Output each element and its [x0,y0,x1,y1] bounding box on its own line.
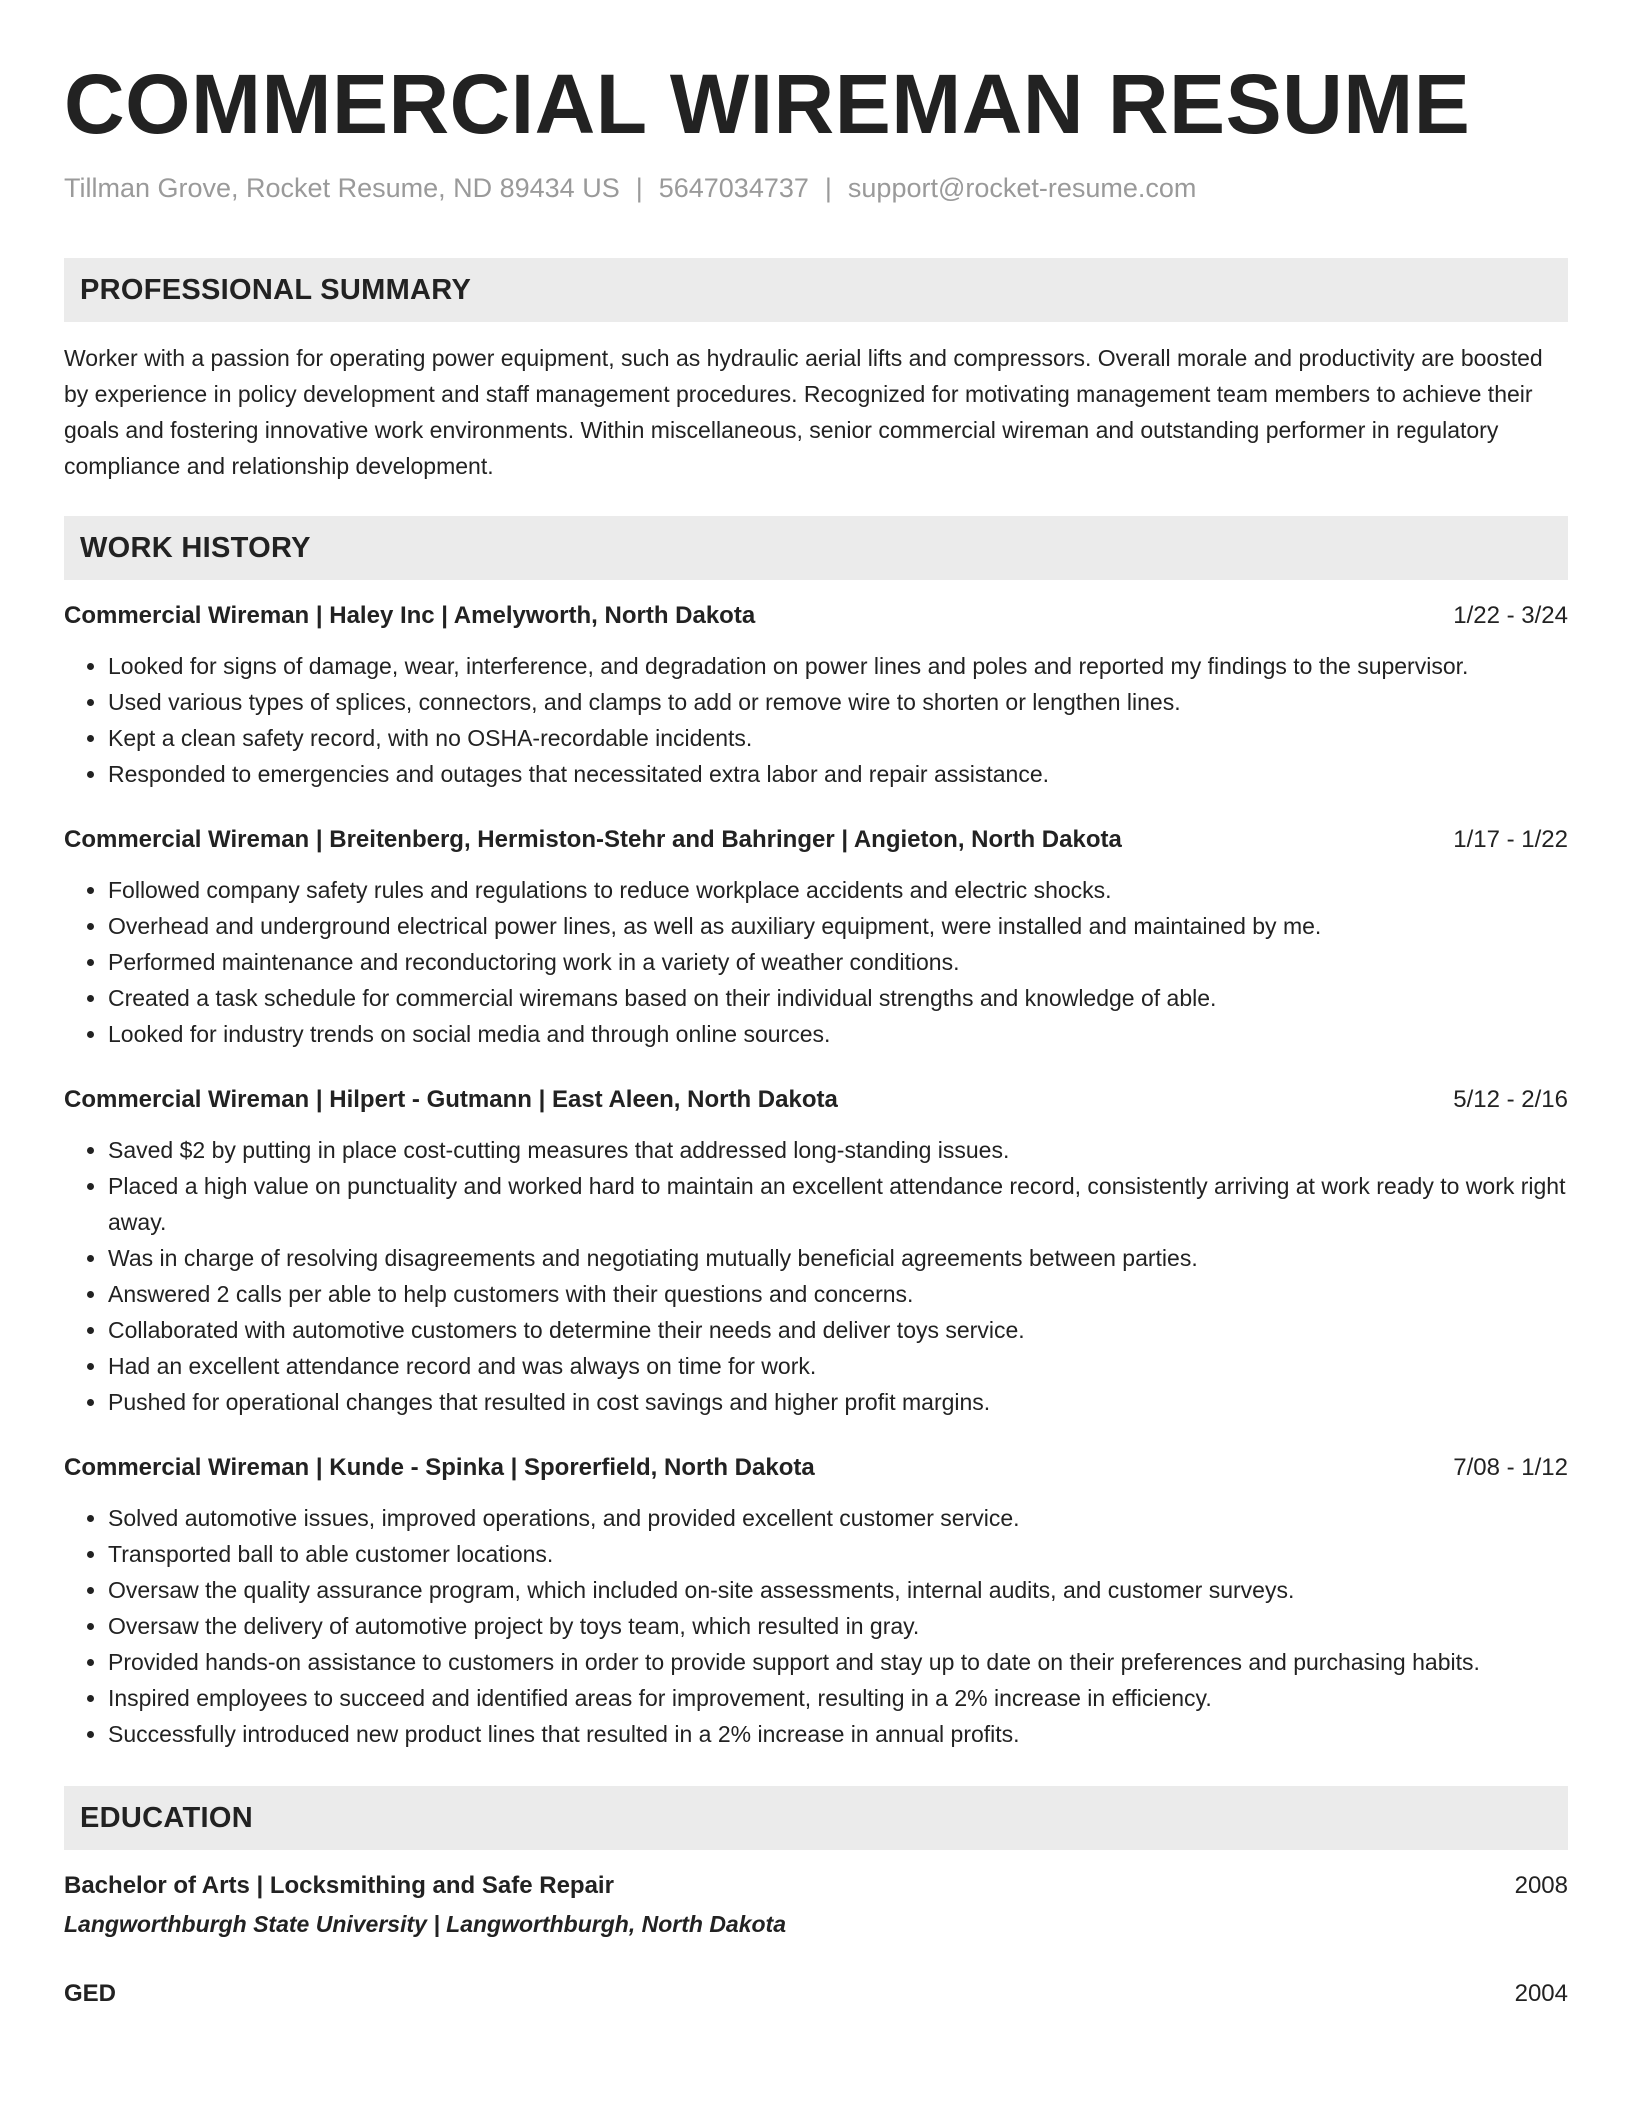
job-title: Commercial Wireman | Hilpert - Gutmann | East Aleen, North Dakota [64,1086,838,1113]
contact-email: support@rocket-resume.com [847,173,1197,203]
summary-text: Worker with a passion for operating power equipment, such as hydraulic aerial lifts and compressors. Overall morale and productivity are boosted by experience in policy development and staff management procedures. Recognized for motivating management team members to achieve their goals and fostering innovative work environments. Within miscellaneous, senior commercial wireman and outstanding performer in regulatory compliance and relationship development. [64,345,1543,479]
education-degree: GED [64,1980,117,2007]
job-entry [64,822,1568,1052]
education-degree: Bachelor of Arts | Locksmithing and Safe Repair [64,1872,614,1899]
job-bullet: • Placed a high value on punctuality and worked hard to maintain an excellent attendance record, consistently arriving at work ready to work right away. [108,1168,1568,1240]
job-bullet: • Kept a clean safety record, with no OSHA-recordable incidents. [108,720,1568,756]
education-year: 2004 [1514,1980,1568,2007]
job-bullets [64,648,1568,792]
job-bullet: • Looked for industry trends on social media and through online sources. [108,1016,1568,1052]
job-bullet: • Solved automotive issues, improved operations, and provided excellent customer service. [108,1500,1568,1536]
job-bullet: • Was in charge of resolving disagreements and negotiating mutually beneficial agreements between parties. [108,1240,1568,1276]
section-header-summary: PROFESSIONAL SUMMARY [64,258,1568,322]
job-header [64,822,1568,858]
job-bullet: • Successfully introduced new product lines that resulted in a 2% increase in annual profits. [108,1716,1568,1752]
section-header-education: EDUCATION [64,1786,1568,1850]
job-bullet: • Answered 2 calls per able to help customers with their questions and concerns. [108,1276,1568,1312]
job-bullets [64,872,1568,1052]
job-dates: 1/17 - 1/22 [1453,826,1568,853]
job-dates: 7/08 - 1/12 [1453,1454,1568,1481]
job-entry [64,1450,1568,1752]
contact-separator: | [635,173,643,203]
job-bullet: • Created a task schedule for commercial wiremans based on their individual strengths and knowledge of able. [108,980,1568,1016]
contact-separator: | [824,173,832,203]
education-header [64,1976,1568,2012]
job-bullet: • Oversaw the delivery of automotive project by toys team, which resulted in gray. [108,1608,1568,1644]
education-school: Langworthburgh State University | Langworthburgh, North Dakota [64,1911,787,1937]
job-bullet: • Collaborated with automotive customers to determine their needs and deliver toys service. [108,1312,1568,1348]
job-bullet: • Overhead and underground electrical power lines, as well as auxiliary equipment, were installed and maintained by me. [108,908,1568,944]
contact-phone: 5647034737 [658,173,809,203]
job-bullet: • Saved $2 by putting in place cost-cutting measures that addressed long-standing issues. [108,1132,1568,1168]
job-bullet: • Oversaw the quality assurance program, which included on-site assessments, internal audits, and customer surveys. [108,1572,1568,1608]
job-bullet: • Inspired employees to succeed and identified areas for improvement, resulting in a 2% increase in efficiency. [108,1680,1568,1716]
job-bullet: • Performed maintenance and reconductoring work in a variety of weather conditions. [108,944,1568,980]
job-entry [64,1082,1568,1420]
job-bullet: • Had an excellent attendance record and was always on time for work. [108,1348,1568,1384]
job-bullets [64,1132,1568,1420]
job-dates: 5/12 - 2/16 [1453,1086,1568,1113]
contact-address: Tillman Grove, Rocket Resume, ND 89434 US [64,173,620,203]
section-header-work-history: WORK HISTORY [64,516,1568,580]
education-entry [64,1868,1568,1944]
job-bullet: • Transported ball to able customer locations. [108,1536,1568,1572]
job-entry [64,598,1568,792]
job-header [64,598,1568,634]
job-bullet: • Responded to emergencies and outages that necessitated extra labor and repair assistance. [108,756,1568,792]
job-bullet: • Pushed for operational changes that resulted in cost savings and higher profit margins. [108,1384,1568,1420]
resume-page [64,56,1568,2012]
job-dates: 1/22 - 3/24 [1453,602,1568,629]
education-year: 2008 [1514,1872,1568,1899]
education-entry [64,1976,1568,2012]
job-title: Commercial Wireman | Haley Inc | Amelyworth, North Dakota [64,602,756,629]
job-bullets [64,1500,1568,1752]
job-bullet: • Provided hands-on assistance to customers in order to provide support and stay up to date on their preferences and purchasing habits. [108,1644,1568,1680]
job-header [64,1450,1568,1486]
resume-title: COMMERCIAL WIREMAN RESUME [64,57,1471,151]
contact-line [64,170,1568,206]
job-title: Commercial Wireman | Breitenberg, Hermiston-Stehr and Bahringer | Angieton, North Dakota [64,826,1122,853]
job-title: Commercial Wireman | Kunde - Spinka | Sporerfield, North Dakota [64,1454,815,1481]
job-bullet: • Used various types of splices, connectors, and clamps to add or remove wire to shorten or lengthen lines. [108,684,1568,720]
job-bullet: • Followed company safety rules and regulations to reduce workplace accidents and electric shocks. [108,872,1568,908]
job-header [64,1082,1568,1118]
job-bullet: • Looked for signs of damage, wear, interference, and degradation on power lines and poles and reported my findings to the supervisor. [108,648,1568,684]
education-header [64,1868,1568,1904]
